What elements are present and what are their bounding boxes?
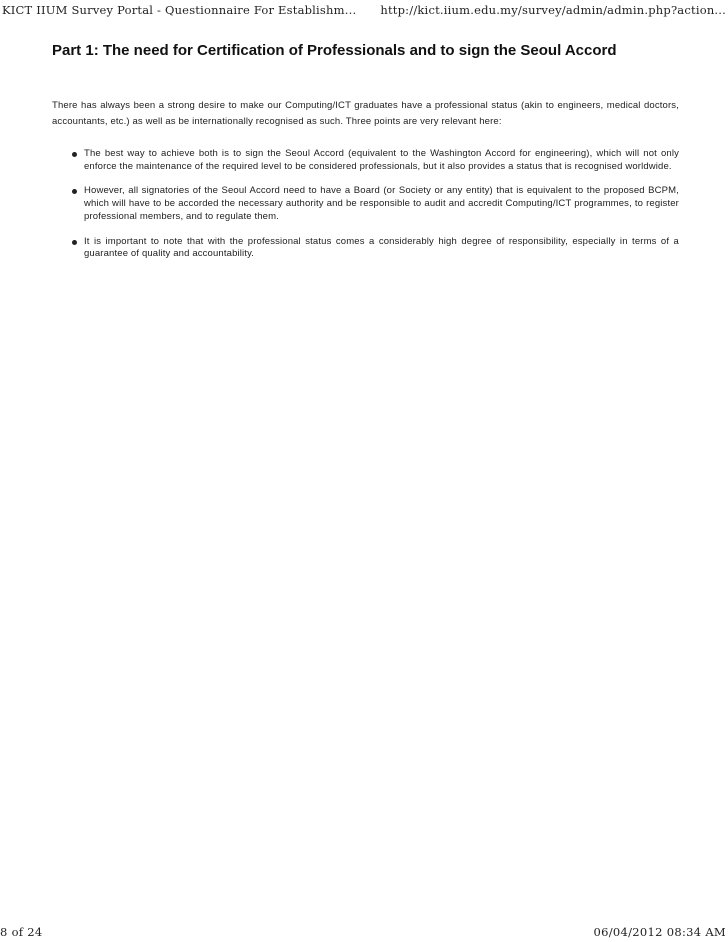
list-item-text: The best way to achieve both is to sign the Seoul Accord (equivalent to the Washington Accord for engineering), which will not only enforce the maintenance of the required level to be considered professionals, but it also provides a status that is recognised worldwide. (84, 148, 679, 172)
page-indicator: 8 of 24 (0, 925, 43, 939)
list-item (84, 236, 679, 261)
print-timestamp: 06/04/2012 08:34 AM (593, 925, 726, 939)
list-item-text: It is important to note that with the professional status comes a considerably high degree of responsibility, especially in terms of a guarantee of quality and accountability. (84, 235, 679, 260)
print-header-url: http://kict.iium.edu.my/survey/admin/admin.php?action... (380, 3, 726, 17)
bullet-icon (72, 152, 77, 157)
print-header-title: KICT IIUM Survey Portal - Questionnaire For Establishm... (2, 3, 357, 17)
section-heading: Part 1: The need for Certification of Professionals and to sign the Seoul Accord (52, 42, 617, 59)
list-item-text: However, all signatories of the Seoul Accord need to have a Board (or Society or any entity) that is equivalent to the proposed BCPM, which will have to be accorded the necessary authority and be responsible to audit and accredit Computing/ICT programmes, to register professional members, and to regulate them. (84, 185, 679, 222)
print-header (0, 0, 728, 22)
list-item (84, 148, 679, 173)
list-item (84, 185, 679, 223)
intro-paragraph: There has always been a strong desire to make our Computing/ICT graduates have a professional status (akin to engineers, medical doctors, accountants, etc.) as well as be internationally recognised as such. Three points are very relevant here: (52, 100, 679, 127)
bullet-icon (72, 189, 77, 194)
document-body (52, 40, 679, 273)
print-footer (0, 920, 728, 942)
bullet-icon (72, 240, 77, 245)
key-points-list (52, 148, 679, 261)
